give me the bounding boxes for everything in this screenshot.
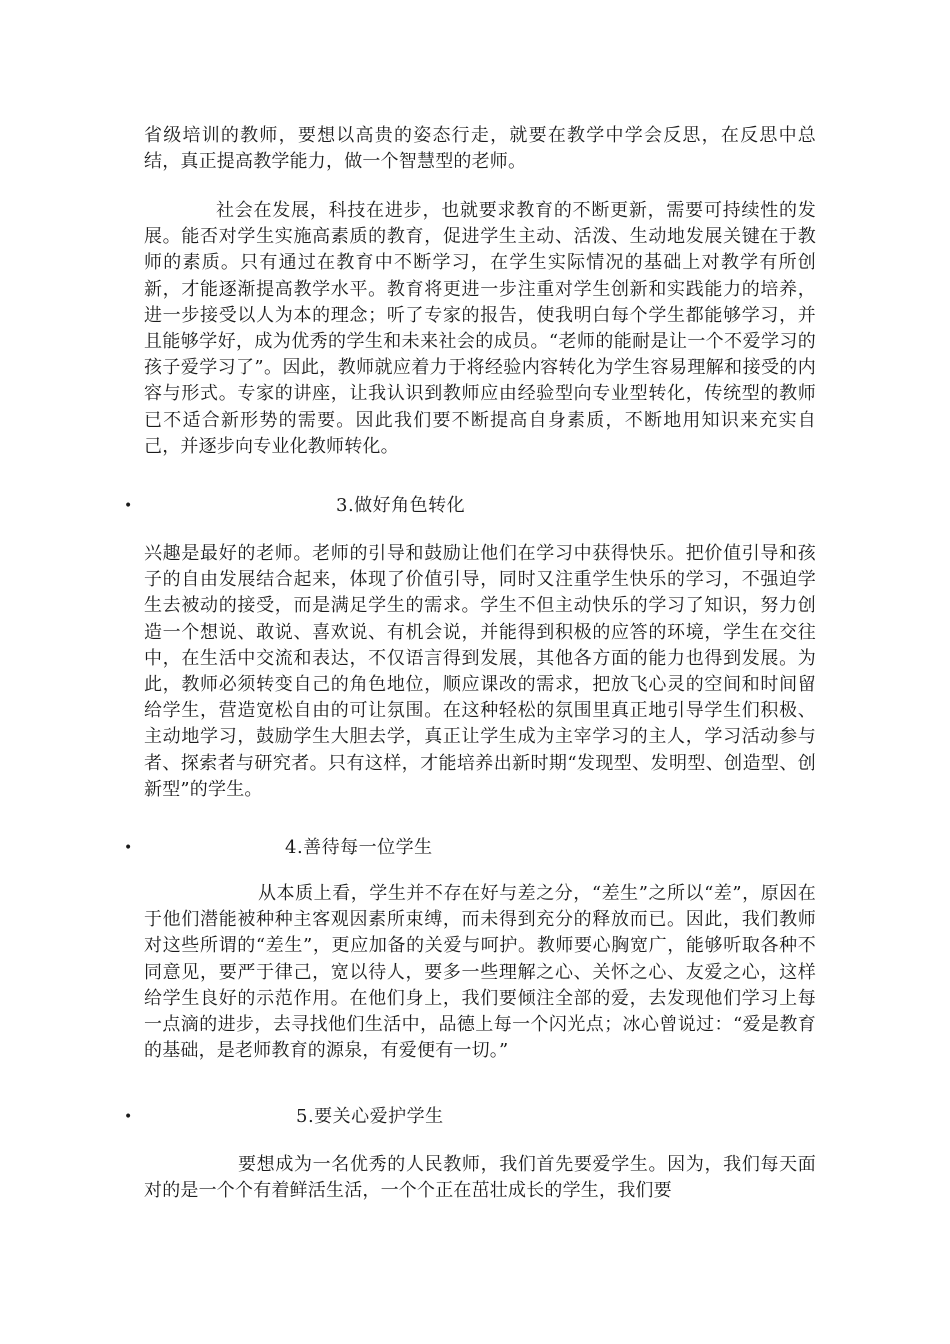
paragraph-love-students: 要想成为一名优秀的人民教师，我们首先要爱学生。因为，我们每天面对的是一个个有着鲜活生活，一个个正在茁壮成长的学生，我们要	[144, 1154, 816, 1202]
bullet-icon: •	[124, 498, 133, 514]
paragraph-teacher-quality: 社会在发展，科技在进步，也就要求教育的不断更新，需要可持续性的发展。能否对学生实施高素质的教育，促进学生主动、活泼、生动地发展关键在于教师的素质。只有通过在教育中不断学习，在学生实际情况的基础上对教学有所创新，才能逐渐提高教学水平。教育将更进一步注重对学生创新和实践能力的培养，进一步接受以人为本的理念；听了专家的报告，使我明白每个学生都能够学习，并且能够学好，成为优秀的学生和未来社会的成员。“老师的能耐是让一个不爱学习的孩子爱学习了”。因此，教师就应着力于将经验内容转化为学生容易理解和接受的内容与形式。专家的讲座，让我认识到教师应由经验型向专业型转化，传统型的教师已不适合新形势的需要。因此我们要不断提高自身素质，不断地用知识来充实自己，并逐步向专业化教师转化。	[144, 200, 816, 457]
paragraph-reflection-summary: 省级培训的教师，要想以高贵的姿态行走，就要在教学中学会反思，在反思中总结，真正提高教学能力，做一个智慧型的老师。	[144, 125, 816, 173]
bullet-icon: •	[124, 1109, 133, 1125]
section-heading-care-students: 5.要关心爱护学生	[296, 1106, 444, 1127]
paragraph-poor-students: 从本质上看，学生并不存在好与差之分，“差生”之所以“差”，原因在于他们潜能被种种主客观因素所束缚，而未得到充分的释放而已。因此，我们教师对这些所谓的“差生”，更应加备的关爱与呵护。教师要心胸宽广，能够听取各种不同意见，要严于律己，宽以待人，要多一些理解之心、关怀之心、友爱之心，这样给学生良好的示范作用。在他们身上，我们要倾注全部的爱，去发现他们学习上每一点滴的进步，去寻找他们生活中，品德上每一个闪光点；冰心曾说过：“爱是教育的基础，是老师教育的源泉，有爱便有一切。”	[144, 883, 816, 1062]
list-item-care-students	[0, 1103, 950, 1131]
bullet-icon: •	[124, 840, 133, 856]
list-item-treat-students	[0, 834, 950, 862]
paragraph-interest-teacher: 兴趣是最好的老师。老师的引导和鼓励让他们在学习中获得快乐。把价值引导和孩子的自由发展结合起来，体现了价值引导，同时又注重学生快乐的学习，不强迫学生去被动的接受，而是满足学生的需求。学生不但主动快乐的学习了知识，努力创造一个想说、敢说、喜欢说、有机会说，并能得到积极的应答的环境，学生在交往中，在生活中交流和表达，不仅语言得到发展，其他各方面的能力也得到发展。为此，教师必须转变自己的角色地位，顺应课改的需求，把放飞心灵的空间和时间留给学生，营造宽松自由的可让氛围。在这种轻松的氛围里真正地引导学生们积极、主动地学习，鼓励学生大胆去学，真正让学生成为主宰学习的主人，学习活动参与者、探索者与研究者。只有这样，才能培养出新时期“发现型、发明型、创造型、创新型”的学生。	[144, 543, 816, 800]
list-item-role-change	[0, 492, 950, 520]
section-heading-treat-students: 4.善待每一位学生	[285, 837, 433, 858]
section-heading-role-change: 3.做好角色转化	[336, 495, 466, 516]
